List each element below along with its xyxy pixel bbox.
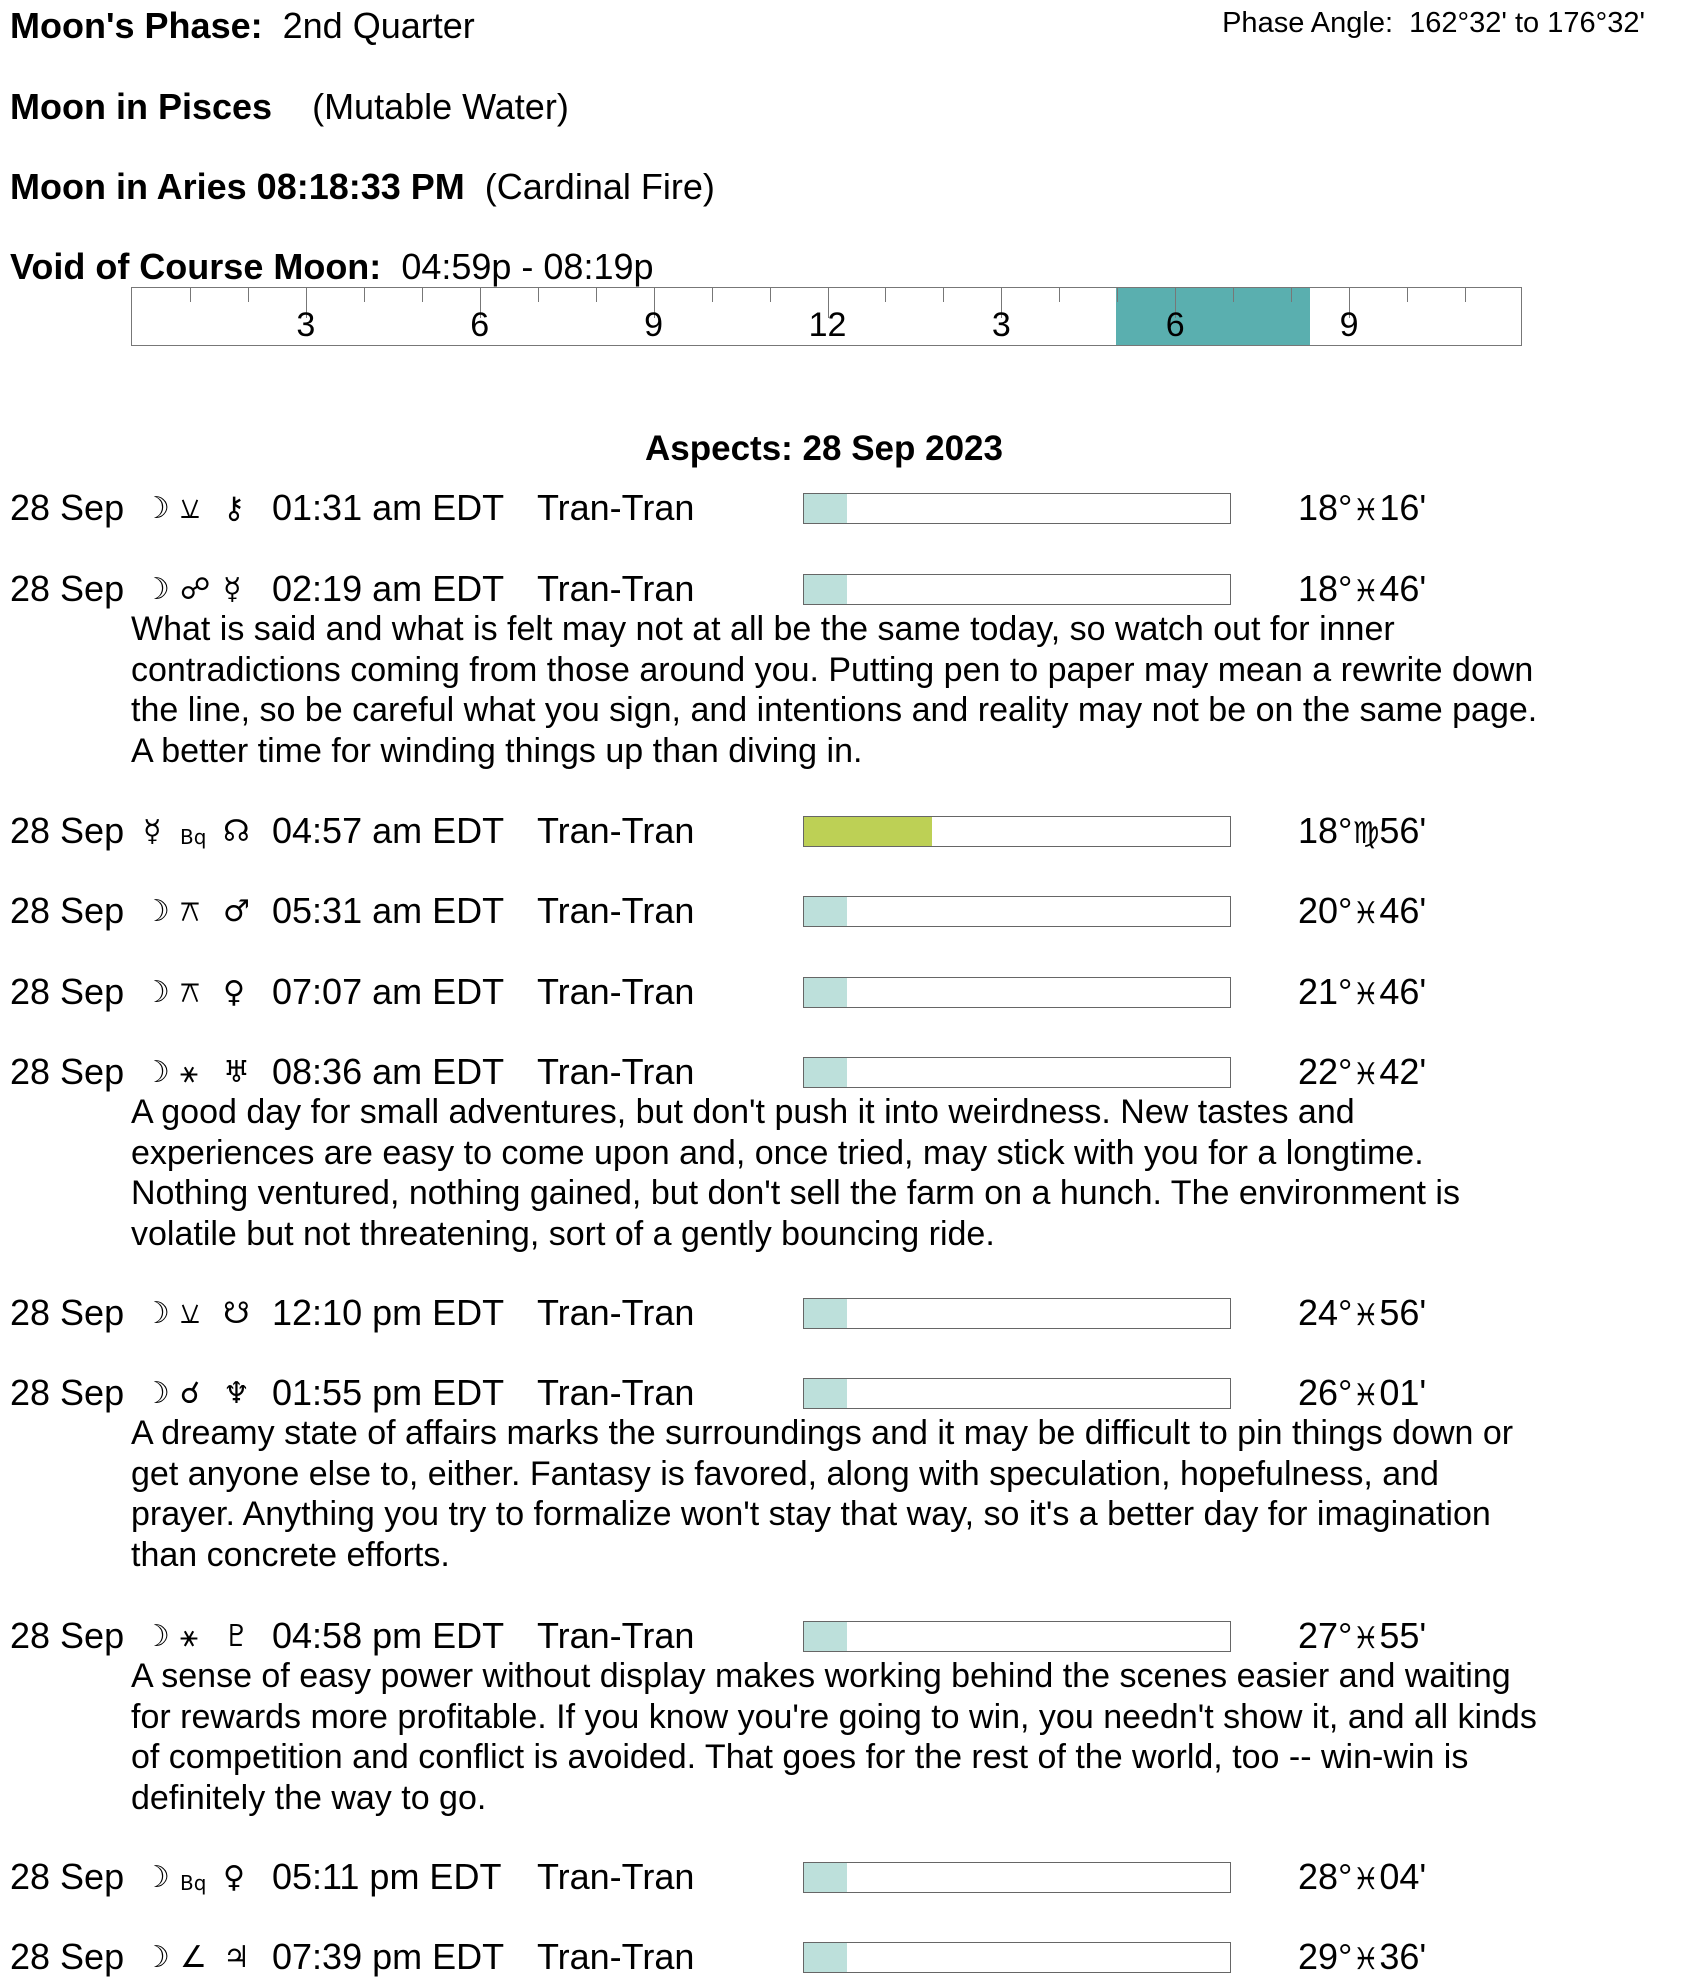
aspect-strength-fill bbox=[804, 494, 847, 523]
zodiac-sign-icon: ♓ bbox=[1352, 1298, 1380, 1333]
aspect-time: 04:58 pm EDT bbox=[272, 1615, 505, 1656]
opposition-icon: ☍ bbox=[180, 572, 211, 607]
timeline-hour-label: 9 bbox=[644, 306, 664, 344]
moon-icon: ☽ bbox=[143, 1619, 170, 1654]
aspect-type: Tran-Tran bbox=[537, 810, 695, 851]
position-degrees: 20° bbox=[1298, 890, 1353, 931]
south-node-icon: ☋ bbox=[223, 1296, 250, 1331]
chiron-icon: ⚷ bbox=[223, 491, 245, 526]
aspect-date: 28 Sep bbox=[10, 810, 125, 851]
aspect-strength-bar bbox=[803, 977, 1231, 1008]
mercury-icon: ☿ bbox=[223, 572, 242, 607]
moon-phase-label: Moon's Phase: bbox=[10, 5, 263, 46]
timeline-hour-label: 9 bbox=[1339, 306, 1359, 344]
position-minutes: 01' bbox=[1379, 1372, 1427, 1413]
timeline-tick bbox=[596, 288, 597, 302]
void-of-course-label: Void of Course Moon: bbox=[10, 246, 382, 287]
aspect-strength-bar bbox=[803, 1298, 1231, 1329]
moon-icon: ☽ bbox=[143, 491, 170, 526]
aspect-date: 28 Sep bbox=[10, 1051, 125, 1092]
aspect-time: 01:31 am EDT bbox=[272, 487, 505, 528]
neptune-icon: ♆ bbox=[223, 1376, 250, 1411]
aspect-type: Tran-Tran bbox=[537, 568, 695, 609]
aspect-interpretation-line: volatile but not threatening, sort of a gently bouncing ride. bbox=[131, 1214, 995, 1253]
zodiac-sign-icon: ♓ bbox=[1352, 1942, 1380, 1977]
position-minutes: 42' bbox=[1379, 1051, 1427, 1092]
aspect-strength-fill bbox=[804, 1863, 847, 1892]
position-minutes: 46' bbox=[1379, 568, 1427, 609]
aspect-time: 01:55 pm EDT bbox=[272, 1372, 505, 1413]
aspect-date: 28 Sep bbox=[10, 487, 125, 528]
conjunction-icon: ☌ bbox=[180, 1376, 201, 1411]
sextile-icon: ⚹ bbox=[180, 1055, 198, 1090]
aspect-position bbox=[1298, 486, 1426, 533]
aspect-interpretation-line: than concrete efforts. bbox=[131, 1535, 450, 1574]
void-period-bar bbox=[1116, 288, 1310, 345]
aspect-date: 28 Sep bbox=[10, 1615, 125, 1656]
aspect-time: 02:19 am EDT bbox=[272, 568, 505, 609]
aspect-strength-bar bbox=[803, 1942, 1231, 1973]
timeline-tick bbox=[190, 288, 191, 302]
position-degrees: 28° bbox=[1298, 1856, 1353, 1897]
aspect-strength-fill bbox=[804, 1379, 847, 1408]
semisquare-icon: ∠ bbox=[180, 1940, 207, 1975]
timeline-tick bbox=[538, 288, 539, 302]
aspect-strength-fill bbox=[804, 575, 847, 604]
aspect-position bbox=[1298, 1614, 1426, 1661]
aspects-title: Aspects: 28 Sep 2023 bbox=[645, 429, 1003, 468]
aspect-strength-fill bbox=[804, 1299, 847, 1328]
aspect-interpretation-line: What is said and what is felt may not at all be the same today, so watch out for inner bbox=[131, 610, 1395, 648]
timeline-hour-label: 6 bbox=[470, 306, 490, 344]
aspect-date: 28 Sep bbox=[10, 1856, 125, 1897]
aspect-position bbox=[1298, 809, 1426, 856]
timeline-tick bbox=[1059, 288, 1060, 302]
aspect-position bbox=[1298, 567, 1426, 614]
timeline-tick bbox=[248, 288, 249, 302]
mars-icon: ♂ bbox=[223, 894, 250, 929]
aspect-date: 28 Sep bbox=[10, 1292, 125, 1333]
position-minutes: 04' bbox=[1379, 1856, 1427, 1897]
jupiter-icon: ♃ bbox=[223, 1940, 250, 1975]
position-minutes: 46' bbox=[1379, 890, 1427, 931]
north-node-icon: ☊ bbox=[223, 814, 250, 849]
timeline-hour-label: 3 bbox=[991, 306, 1011, 344]
phase-angle-label: Phase Angle: bbox=[1222, 7, 1394, 39]
zodiac-sign-icon: ♓ bbox=[1352, 574, 1380, 609]
aspect-interpretation-line: A sense of easy power without display makes working behind the scenes easier and waiting bbox=[131, 1657, 1511, 1695]
uranus-icon: ♅ bbox=[223, 1055, 250, 1090]
timeline-tick bbox=[943, 288, 944, 302]
moon-icon: ☽ bbox=[143, 1940, 170, 1975]
void-of-course-timeline bbox=[131, 287, 1522, 346]
aspect-type: Tran-Tran bbox=[537, 971, 695, 1012]
moon-sign-next-label: Moon in Aries 08:18:33 PM bbox=[10, 166, 465, 207]
moon-icon: ☽ bbox=[143, 1860, 170, 1895]
aspect-strength-fill bbox=[804, 817, 932, 846]
pluto-icon: ♇ bbox=[223, 1619, 250, 1654]
timeline-tick bbox=[1233, 288, 1234, 302]
quincunx-icon: ⚻ bbox=[180, 975, 200, 1010]
mercury-icon: ☿ bbox=[143, 814, 162, 849]
position-minutes: 56' bbox=[1379, 810, 1427, 851]
timeline-tick bbox=[885, 288, 886, 302]
moon-sign-current-label: Moon in Pisces bbox=[10, 86, 273, 127]
aspect-time: 05:11 pm EDT bbox=[272, 1856, 502, 1897]
aspect-interpretation-line: experiences are easy to come upon and, once tried, may stick with you for a longtime. bbox=[131, 1133, 1424, 1172]
aspect-time: 07:07 am EDT bbox=[272, 971, 505, 1012]
timeline-tick bbox=[1407, 288, 1408, 302]
aspect-strength-fill bbox=[804, 1622, 847, 1651]
position-degrees: 27° bbox=[1298, 1615, 1353, 1656]
aspect-interpretation-line: for rewards more profitable. If you know you're going to win, you needn't show it, and all kinds bbox=[131, 1697, 1537, 1736]
aspect-interpretation-line: get anyone else to, either. Fantasy is favored, along with speculation, hopefulness, and bbox=[131, 1454, 1439, 1493]
aspect-strength-fill bbox=[804, 1943, 847, 1972]
timeline-tick bbox=[712, 288, 713, 302]
void-of-course bbox=[10, 247, 654, 287]
aspect-time: 12:10 pm EDT bbox=[272, 1292, 505, 1333]
aspect-time: 07:39 pm EDT bbox=[272, 1936, 505, 1977]
position-minutes: 46' bbox=[1379, 971, 1427, 1012]
aspect-time: 08:36 am EDT bbox=[272, 1051, 505, 1092]
phase-angle bbox=[1222, 6, 1645, 40]
position-degrees: 22° bbox=[1298, 1051, 1353, 1092]
zodiac-sign-icon: ♓ bbox=[1352, 1057, 1380, 1092]
aspect-interpretation-line: A good day for small adventures, but don't push it into weirdness. New tastes and bbox=[131, 1093, 1355, 1131]
timeline-tick bbox=[1465, 288, 1466, 302]
aspect-strength-bar bbox=[803, 816, 1231, 847]
position-degrees: 18° bbox=[1298, 568, 1353, 609]
aspect-position bbox=[1298, 970, 1426, 1017]
moon-icon: ☽ bbox=[143, 1376, 170, 1411]
aspect-interpretation-line: of competition and conflict is avoided. That goes for the rest of the world, too -- win-win is bbox=[131, 1738, 1469, 1776]
aspect-date: 28 Sep bbox=[10, 1936, 125, 1977]
aspect-type: Tran-Tran bbox=[537, 1936, 695, 1977]
aspect-type: Tran-Tran bbox=[537, 1372, 695, 1413]
position-minutes: 55' bbox=[1379, 1615, 1427, 1656]
aspect-date: 28 Sep bbox=[10, 890, 125, 931]
venus-icon: ♀ bbox=[223, 1860, 245, 1895]
moon-icon: ☽ bbox=[143, 1296, 170, 1331]
moon-sign-current bbox=[10, 87, 569, 127]
aspect-time: 05:31 am EDT bbox=[272, 890, 505, 931]
aspect-interpretation-line: prayer. Anything you try to formalize won't stay that way, so it's a better day for imagination bbox=[131, 1495, 1491, 1533]
aspect-position bbox=[1298, 1855, 1426, 1902]
position-minutes: 36' bbox=[1379, 1936, 1427, 1977]
position-degrees: 24° bbox=[1298, 1292, 1353, 1333]
timeline-tick bbox=[422, 288, 423, 302]
zodiac-sign-icon: ♓ bbox=[1352, 1862, 1380, 1897]
moon-phase bbox=[10, 6, 475, 46]
void-of-course-value: 04:59p - 08:19p bbox=[401, 246, 654, 287]
aspect-strength-bar bbox=[803, 574, 1231, 605]
aspect-strength-fill bbox=[804, 1058, 847, 1087]
aspect-position bbox=[1298, 1291, 1426, 1338]
aspect-interpretation-line: contradictions coming from those around you. Putting pen to paper may mean a rewrite down bbox=[131, 650, 1534, 689]
zodiac-sign-icon: ♓ bbox=[1352, 896, 1380, 931]
moon-icon: ☽ bbox=[143, 894, 170, 929]
aspect-position bbox=[1298, 1050, 1426, 1097]
timeline-hour-label: 12 bbox=[808, 306, 847, 344]
sextile-icon: ⚹ bbox=[180, 1619, 198, 1654]
timeline-hour-label: 6 bbox=[1165, 306, 1185, 344]
aspect-strength-bar bbox=[803, 1621, 1231, 1652]
venus-icon: ♀ bbox=[223, 975, 245, 1010]
aspect-interpretation-line: the line, so be careful what you sign, and intentions and reality may not be on the same page. bbox=[131, 691, 1538, 729]
position-degrees: 29° bbox=[1298, 1936, 1353, 1977]
aspect-interpretation-line: A dreamy state of affairs marks the surroundings and it may be difficult to pin things down or bbox=[131, 1414, 1514, 1452]
zodiac-sign-icon: ♓ bbox=[1352, 493, 1380, 528]
aspect-strength-bar bbox=[803, 1862, 1231, 1893]
aspect-position bbox=[1298, 1371, 1426, 1418]
aspect-strength-bar bbox=[803, 493, 1231, 524]
aspect-strength-bar bbox=[803, 896, 1231, 927]
position-minutes: 16' bbox=[1379, 487, 1427, 528]
aspect-date: 28 Sep bbox=[10, 1372, 125, 1413]
aspect-date: 28 Sep bbox=[10, 568, 125, 609]
aspect-type: Tran-Tran bbox=[537, 1292, 695, 1333]
position-degrees: 26° bbox=[1298, 1372, 1353, 1413]
aspect-type: Tran-Tran bbox=[537, 1615, 695, 1656]
aspect-type: Tran-Tran bbox=[537, 487, 695, 528]
aspect-interpretation-line: Nothing ventured, nothing gained, but don't sell the farm on a hunch. The environment is bbox=[131, 1174, 1460, 1212]
aspect-strength-fill bbox=[804, 978, 847, 1007]
semisextile-icon: ⚺ bbox=[180, 491, 200, 526]
aspect-time: 04:57 am EDT bbox=[272, 810, 505, 851]
position-degrees: 21° bbox=[1298, 971, 1353, 1012]
timeline-tick bbox=[1291, 288, 1292, 302]
moon-icon: ☽ bbox=[143, 572, 170, 607]
timeline-tick bbox=[1117, 288, 1118, 302]
moon-sign-next-desc: (Cardinal Fire) bbox=[484, 166, 715, 207]
zodiac-sign-icon: ♍ bbox=[1352, 816, 1380, 851]
aspect-type: Tran-Tran bbox=[537, 1856, 695, 1897]
aspect-position bbox=[1298, 1935, 1426, 1982]
zodiac-sign-icon: ♓ bbox=[1352, 1378, 1380, 1413]
aspect-date: 28 Sep bbox=[10, 971, 125, 1012]
moon-icon: ☽ bbox=[143, 1055, 170, 1090]
aspect-strength-bar bbox=[803, 1057, 1231, 1088]
semisextile-icon: ⚺ bbox=[180, 1296, 200, 1331]
position-degrees: 18° bbox=[1298, 810, 1353, 851]
moon-sign-current-desc: (Mutable Water) bbox=[312, 86, 569, 127]
moon-icon: ☽ bbox=[143, 975, 170, 1010]
aspect-strength-fill bbox=[804, 897, 847, 926]
phase-angle-value: 162°32' to 176°32' bbox=[1409, 7, 1645, 39]
position-degrees: 18° bbox=[1298, 487, 1353, 528]
aspect-interpretation-line: A better time for winding things up than diving in. bbox=[131, 731, 863, 770]
biquintile-icon: Bq bbox=[180, 825, 207, 849]
biquintile-icon: Bq bbox=[180, 1871, 207, 1895]
zodiac-sign-icon: ♓ bbox=[1352, 977, 1380, 1012]
aspect-interpretation-line: definitely the way to go. bbox=[131, 1778, 487, 1817]
aspect-type: Tran-Tran bbox=[537, 1051, 695, 1092]
position-minutes: 56' bbox=[1379, 1292, 1427, 1333]
aspect-position bbox=[1298, 889, 1426, 936]
moon-phase-value: 2nd Quarter bbox=[282, 5, 475, 46]
aspect-strength-bar bbox=[803, 1378, 1231, 1409]
timeline-tick bbox=[770, 288, 771, 302]
timeline-tick bbox=[364, 288, 365, 302]
quincunx-icon: ⚻ bbox=[180, 894, 200, 929]
aspect-type: Tran-Tran bbox=[537, 890, 695, 931]
zodiac-sign-icon: ♓ bbox=[1352, 1621, 1380, 1656]
timeline-hour-label: 3 bbox=[296, 306, 316, 344]
moon-sign-next bbox=[10, 167, 715, 207]
